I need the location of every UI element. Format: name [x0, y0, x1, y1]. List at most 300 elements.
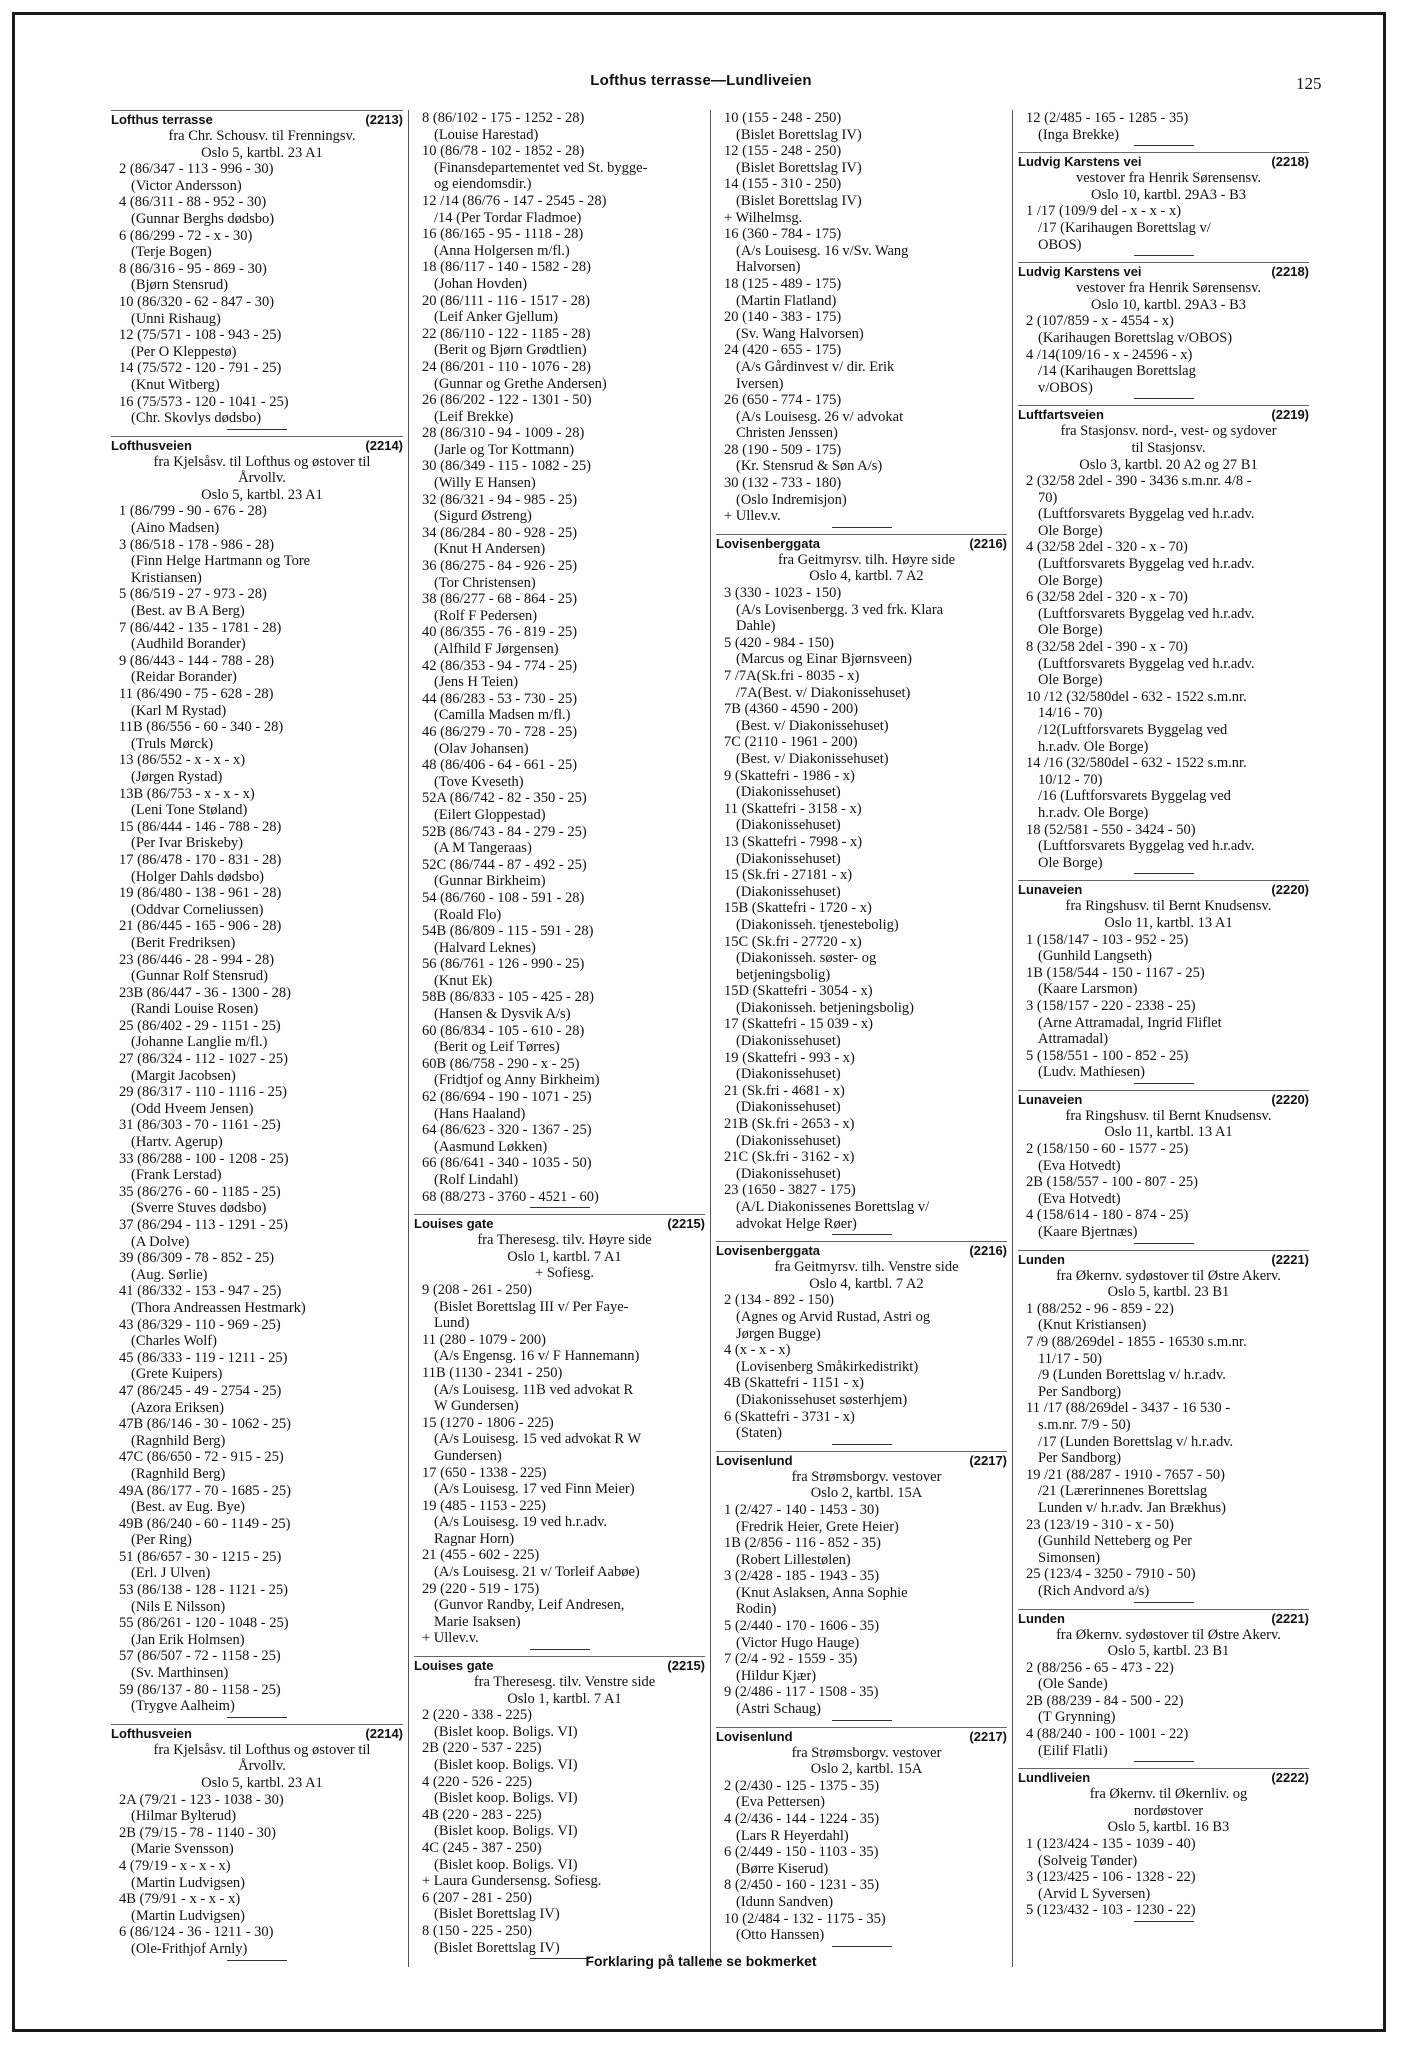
owner-line: (Truls Mørck)	[131, 735, 214, 752]
address-entry: 36 (86/275 - 84 - 926 - 25)	[422, 558, 578, 575]
section-divider	[1134, 1761, 1194, 1762]
owner-line: (Hildur Kjær)	[736, 1667, 817, 1684]
street-description: fra Chr. Schousv. til Frenningsv.	[168, 128, 356, 144]
address-entry: 21 (86/445 - 165 - 906 - 28)	[119, 918, 282, 935]
address-entry: 28 (86/310 - 94 - 1009 - 28)	[422, 425, 585, 442]
street-description: Oslo 10, kartbl. 29A3 - B3	[1090, 296, 1247, 313]
street-description: fra Geitmyrsv. tilh. Høyre side	[777, 551, 956, 568]
street-section	[1018, 1609, 1309, 1763]
owner-line: Jørgen Bugge)	[736, 1325, 821, 1342]
owner-line: (Finansdepartementet ved St. bygge-	[434, 159, 648, 176]
address-entry: 7 (2/4 - 92 - 1559 - 35)	[724, 1651, 858, 1668]
directory-columns	[106, 110, 1314, 1957]
street-description: til Stasjonsv.	[1131, 439, 1206, 456]
owner-line: (Holger Dahls dødsbo)	[131, 868, 264, 885]
owner-line: (Fridtjof og Anny Birkheim)	[434, 1072, 600, 1089]
owner-line: (Staten)	[736, 1425, 782, 1442]
address-entry: 4 (32/58 2del - 320 - x - 70)	[1026, 539, 1188, 556]
street-description: fra Økernv. sydøstover til Østre Akerv.	[1056, 1267, 1281, 1284]
street-description: Oslo 5, kartbl. 23 A1	[201, 486, 323, 503]
street-name: Louises gate	[414, 1216, 494, 1232]
address-entry: 7 /7A(Sk.fri - 8035 - x)	[724, 668, 860, 684]
street-description: Oslo 2, kartbl. 15A	[810, 1485, 923, 1502]
owner-line: (Knut H Andersen)	[434, 541, 546, 558]
address-entry: 43 (86/329 - 110 - 969 - 25)	[119, 1316, 281, 1333]
address-entry: 14 (155 - 310 - 250)	[724, 176, 842, 193]
address-entry: 1 (2/427 - 140 - 1453 - 30)	[724, 1501, 880, 1518]
owner-line: (A M Tangeraas)	[434, 840, 532, 857]
owner-line: (Best. av B A Berg)	[131, 603, 245, 620]
address-entry: 64 (86/623 - 320 - 1367 - 25)	[422, 1122, 592, 1139]
address-entry: 23 (123/19 - 310 - x - 50)	[1026, 1516, 1174, 1533]
address-entry: 15C (Sk.fri - 27720 - x)	[724, 933, 862, 950]
address-entry: 5 (86/519 - 27 - 973 - 28)	[119, 586, 267, 603]
owner-line: (Bislet Borettslag IV)	[736, 159, 862, 176]
address-entry: 2 (158/150 - 60 - 1577 - 25)	[1026, 1141, 1189, 1158]
owner-line: (Bislet Borettslag IV)	[736, 126, 862, 143]
column-3	[710, 110, 1012, 1967]
address-entry: 35 (86/276 - 60 - 1185 - 25)	[119, 1183, 281, 1200]
owner-line: Ole Borge)	[1038, 622, 1103, 639]
owner-line: (Gunnar og Grethe Andersen)	[434, 375, 607, 392]
owner-line: (Karl M Rystad)	[131, 702, 227, 719]
street-code: (2220)	[1271, 1091, 1309, 1107]
address-entry: 4C (245 - 387 - 250)	[422, 1839, 542, 1856]
address-entry: 4B (220 - 283 - 225)	[422, 1806, 542, 1823]
owner-line: (Rich Andvord a/s)	[1038, 1582, 1150, 1599]
owner-line: 70)	[1038, 489, 1058, 506]
owner-line: (Tove Kveseth)	[434, 773, 524, 790]
address-entry: 7B (4360 - 4590 - 200)	[724, 701, 859, 718]
street-heading	[1018, 1768, 1309, 1786]
address-entry: 8 (86/102 - 175 - 1252 - 28)	[422, 110, 585, 126]
owner-line: (Eva Hotvedt)	[1038, 1157, 1121, 1174]
owner-line: (Diakonisseh. søster- og	[736, 950, 877, 967]
owner-line: (Bislet Borettslag IV)	[434, 1906, 560, 1923]
section-divider	[832, 1720, 892, 1721]
owner-line: (Oslo Indremisjon)	[736, 491, 847, 508]
owner-line: (Bislet koop. Boligs. VI)	[434, 1790, 578, 1807]
address-entry: 17 (86/478 - 170 - 831 - 28)	[119, 851, 282, 868]
address-entry: 60B (86/758 - 290 - x - 25)	[422, 1055, 580, 1072]
owner-line: (Willy E Hansen)	[434, 475, 536, 492]
street-name: Lundliveien	[1018, 1770, 1091, 1786]
address-entry: 38 (86/277 - 68 - 864 - 25)	[422, 591, 578, 608]
street-code: (2221)	[1271, 1610, 1309, 1626]
owner-line: (A/s Louisesg. 15 ved advokat R W	[434, 1431, 642, 1448]
street-heading	[1018, 152, 1309, 170]
owner-line: Ole Borge)	[1038, 572, 1103, 589]
owner-line: Christen Jenssen)	[736, 425, 838, 442]
owner-line: (Leif Anker Gjellum)	[434, 309, 559, 326]
address-entry: 1 /17 (109/9 del - x - x - x)	[1026, 203, 1182, 220]
owner-line: (Ragnhild Berg)	[131, 1432, 226, 1449]
street-heading	[111, 436, 403, 454]
owner-line: (Diakonisseh. tjenestebolig)	[736, 916, 899, 933]
address-entry: 15 (86/444 - 146 - 788 - 28)	[119, 818, 282, 835]
address-entry: 27 (86/324 - 112 - 1027 - 25)	[119, 1051, 289, 1068]
address-entry: 62 (86/694 - 190 - 1071 - 25)	[422, 1089, 592, 1106]
owner-line: (Luftforsvarets Byggelag ved h.r.adv.	[1038, 556, 1255, 573]
address-entry: 1 (86/799 - 90 - 676 - 28)	[119, 503, 267, 520]
address-entry: 15 (1270 - 1806 - 225)	[422, 1414, 554, 1431]
owner-line: (Halvard Leknes)	[434, 939, 536, 956]
page-number: 125	[1296, 74, 1322, 93]
address-entry: 1B (158/544 - 150 - 1167 - 25)	[1026, 964, 1205, 981]
owner-line: Ole Borge)	[1038, 522, 1103, 539]
owner-line: (Marie Svensson)	[131, 1841, 234, 1858]
address-entry: 47B (86/146 - 30 - 1062 - 25)	[119, 1416, 291, 1433]
owner-line: (Eilert Gloppestad)	[434, 806, 546, 823]
owner-line: (A/s Louisesg. 11B ved advokat R	[434, 1381, 634, 1398]
street-heading	[716, 1451, 1007, 1469]
street-code: (2215)	[667, 1216, 705, 1232]
owner-line: (Diakonissehuset)	[736, 1165, 841, 1182]
address-entry: 5 (123/432 - 103 - 1230 - 22)	[1026, 1902, 1196, 1919]
address-entry: 24 (86/201 - 110 - 1076 - 28)	[422, 358, 592, 375]
street-description: fra Stasjonsv. nord-, vest- og sydover	[1060, 423, 1277, 440]
address-entry: 14 /16 (32/580del - 632 - 1522 s.m.nr.	[1026, 755, 1247, 772]
street-heading	[111, 110, 403, 128]
street-code: (2218)	[1271, 264, 1309, 280]
address-entry: 4 (158/614 - 180 - 874 - 25)	[1026, 1207, 1189, 1224]
owner-line: (Bislet Borettslag IV)	[434, 1939, 560, 1956]
owner-line: (Sigurd Østreng)	[434, 508, 532, 525]
street-code: (2219)	[1271, 407, 1309, 423]
address-entry: 6 (86/299 - 72 - x - 30)	[119, 227, 253, 244]
address-entry: 41 (86/332 - 153 - 947 - 25)	[119, 1283, 282, 1300]
owner-line: (Marcus og Einar Bjørnsveen)	[736, 651, 912, 668]
owner-line: Lunden v/ h.r.adv. Jan Brækhus)	[1038, 1499, 1226, 1516]
owner-line: (Johanne Langlie m/fl.)	[131, 1034, 268, 1051]
street-section	[1018, 1090, 1309, 1244]
owner-line: (Bislet koop. Boligs. VI)	[434, 1723, 578, 1740]
owner-line: (Solveig Tønder)	[1038, 1852, 1138, 1869]
owner-line: Ole Borge)	[1038, 854, 1103, 871]
street-description: Oslo 1, kartbl. 7 A1	[507, 1690, 622, 1707]
address-entry: 10 /12 (32/580del - 632 - 1522 s.m.nr.	[1026, 688, 1247, 705]
street-name: Ludvig Karstens vei	[1018, 264, 1142, 280]
address-entry: 47C (86/650 - 72 - 915 - 25)	[119, 1449, 284, 1466]
owner-line: (Audhild Borander)	[131, 636, 246, 653]
address-entry: 4B (Skattefri - 1151 - x)	[724, 1375, 865, 1392]
owner-line: (Trygve Aalheim)	[131, 1698, 235, 1715]
owner-line: /12(Luftforsvarets Byggelag ved	[1038, 722, 1228, 738]
address-entry: 19 (Skattefri - 993 - x)	[724, 1049, 855, 1066]
owner-line: (Aino Madsen)	[131, 520, 220, 537]
address-entry: 48 (86/406 - 64 - 661 - 25)	[422, 757, 578, 774]
owner-line: (Johan Hovden)	[434, 275, 528, 292]
owner-line: (Eva Pettersen)	[736, 1794, 825, 1811]
address-entry: 4 (x - x - x)	[724, 1342, 791, 1359]
address-entry: + Wilhelmsg.	[724, 209, 803, 226]
address-entry: 6 (Skattefri - 3731 - x)	[724, 1408, 855, 1425]
owner-line: (Knut Witberg)	[131, 376, 220, 393]
address-entry: 54B (86/809 - 115 - 591 - 28)	[422, 923, 594, 940]
address-entry: 30 (132 - 733 - 180)	[724, 475, 842, 492]
street-section	[414, 1656, 705, 1959]
address-entry: 5 (2/440 - 170 - 1606 - 35)	[724, 1618, 880, 1635]
owner-line: Lund)	[434, 1315, 470, 1332]
section-divider	[530, 1207, 590, 1208]
street-heading	[111, 1724, 403, 1742]
address-entry: 49B (86/240 - 60 - 1149 - 25)	[119, 1515, 291, 1532]
street-heading	[716, 1727, 1007, 1745]
address-entry: 25 (123/4 - 3250 - 7910 - 50)	[1026, 1566, 1196, 1583]
section-divider	[832, 527, 892, 528]
address-entry: 26 (650 - 774 - 175)	[724, 392, 842, 409]
address-entry: 3 (123/425 - 106 - 1328 - 22)	[1026, 1869, 1196, 1886]
owner-line: (Martin Ludvigsen)	[131, 1874, 245, 1891]
address-entry: 53 (86/138 - 128 - 1121 - 25)	[119, 1582, 289, 1599]
address-entry: 13 (86/552 - x - x - x)	[119, 752, 246, 769]
owner-line: Gundersen)	[434, 1447, 502, 1464]
address-entry: + Ullev.v.	[422, 1630, 479, 1647]
owner-line: Per Sandborg)	[1038, 1450, 1122, 1467]
address-entry: 31 (86/303 - 70 - 1161 - 25)	[119, 1117, 281, 1134]
owner-line: (Arne Attramadal, Ingrid Fliflet	[1038, 1014, 1222, 1031]
owner-line: (Inga Brekke)	[1038, 126, 1119, 143]
street-section	[111, 1724, 403, 1961]
owner-line: s.m.nr. 7/9 - 50)	[1038, 1416, 1131, 1433]
street-section	[716, 534, 1007, 1235]
owner-line: (Best. v/ Diakonissehuset)	[736, 750, 889, 767]
owner-line: (Martin Ludvigsen)	[131, 1907, 245, 1924]
address-entry: 39 (86/309 - 78 - 852 - 25)	[119, 1250, 275, 1267]
address-entry: 32 (86/321 - 94 - 985 - 25)	[422, 491, 578, 508]
owner-line: (A/L Diakonissenes Borettslag v/	[736, 1199, 930, 1215]
owner-line: (A/s Louisesg. 26 v/ advokat	[736, 408, 904, 425]
owner-line: (Per Ring)	[131, 1532, 192, 1549]
owner-line: (Diakonissehuset)	[736, 1099, 841, 1116]
section-divider	[227, 429, 287, 430]
section-divider	[1134, 873, 1194, 874]
owner-line: (A/s Engensg. 16 v/ F Hannemann)	[434, 1348, 640, 1365]
owner-line: (Gunnar Birkheim)	[434, 873, 546, 890]
section-divider	[832, 1444, 892, 1445]
street-code: (2217)	[969, 1728, 1007, 1744]
owner-line: (Randi Louise Rosen)	[131, 1001, 259, 1018]
address-entry: 9 (86/443 - 144 - 788 - 28)	[119, 652, 275, 669]
street-name: Lovisenlund	[716, 1728, 793, 1744]
owner-line: (Ole Sande)	[1038, 1676, 1108, 1693]
address-entry: 8 (150 - 225 - 250)	[422, 1922, 532, 1939]
address-entry: 68 (88/273 - 3760 - 4521 - 60)	[422, 1188, 599, 1205]
owner-line: (A/s Gårdinvest v/ dir. Erik	[736, 358, 895, 375]
street-name: Lovisenlund	[716, 1452, 793, 1468]
owner-line: (Leif Brekke)	[434, 408, 514, 425]
address-entry: 22 (86/110 - 122 - 1185 - 28)	[422, 325, 591, 342]
address-entry: 4 /14(109/16 - x - 24596 - x)	[1026, 346, 1193, 363]
street-name: Lunaveien	[1018, 1091, 1083, 1107]
owner-line: (Victor Andersson)	[131, 177, 242, 194]
owner-line: (Astri Schaug)	[736, 1701, 821, 1718]
owner-line: (A/s Lovisenbergg. 3 ved frk. Klara	[736, 601, 944, 618]
street-section	[716, 1241, 1007, 1445]
address-entry: 1B (2/856 - 116 - 852 - 35)	[724, 1535, 881, 1552]
owner-line: (Diakonissehuset søsterhjem)	[736, 1391, 908, 1408]
address-entry: 20 (140 - 383 - 175)	[724, 309, 842, 326]
address-entry: 2B (220 - 537 - 225)	[422, 1740, 542, 1757]
street-section	[1018, 1768, 1309, 1922]
owner-line: (Kaare Bjertnæs)	[1038, 1224, 1138, 1241]
address-entry: 37 (86/294 - 113 - 1291 - 25)	[119, 1217, 289, 1233]
owner-line: (Azora Eriksen)	[131, 1399, 224, 1416]
street-name: Lofthusveien	[111, 1725, 192, 1741]
street-code: (2216)	[969, 1243, 1007, 1259]
address-entry: 60 (86/834 - 105 - 610 - 28)	[422, 1022, 585, 1039]
owner-line: (Idunn Sandven)	[736, 1893, 834, 1910]
owner-line: Ragnar Horn)	[434, 1530, 515, 1547]
street-section	[1018, 110, 1309, 146]
owner-line: (Jørgen Rystad)	[131, 768, 223, 785]
street-heading	[1018, 1609, 1309, 1627]
address-entry: 2 (86/347 - 113 - 996 - 30)	[119, 161, 274, 178]
address-entry: 34 (86/284 - 80 - 928 - 25)	[422, 524, 578, 541]
address-entry: 2 (32/58 2del - 390 - 3436 s.m.nr. 4/8 -	[1026, 473, 1252, 490]
street-section	[111, 110, 403, 430]
owner-line: (Knut Aslaksen, Anna Sophie	[736, 1584, 908, 1601]
address-entry: 17 (Skattefri - 15 039 - x)	[724, 1016, 873, 1033]
owner-line: (Gunvor Randby, Leif Andresen,	[434, 1597, 625, 1614]
street-description: fra Ringshusv. til Bernt Knudsensv.	[1065, 898, 1272, 915]
owner-line: h.r.adv. Ole Borge)	[1038, 804, 1149, 821]
address-entry: 10 (86/320 - 62 - 847 - 30)	[119, 293, 275, 310]
owner-line: (Bjørn Stensrud)	[131, 277, 229, 294]
street-description: fra Ringshusv. til Bernt Knudsensv.	[1065, 1107, 1272, 1124]
address-entry: 20 (86/111 - 116 - 1517 - 28)	[422, 292, 590, 309]
owner-line: (Best. av Eug. Bye)	[131, 1499, 245, 1516]
owner-line: (Robert Lillestølen)	[736, 1551, 851, 1568]
owner-line: (Bislet Borettslag III v/ Per Faye-	[434, 1298, 629, 1315]
street-section	[1018, 262, 1309, 399]
address-entry: 2A (79/21 - 123 - 1038 - 30)	[119, 1791, 284, 1808]
address-entry: 4 (88/240 - 100 - 1001 - 22)	[1026, 1726, 1189, 1743]
address-entry: 16 (75/573 - 120 - 1041 - 25)	[119, 393, 289, 410]
address-entry: 33 (86/288 - 100 - 1208 - 25)	[119, 1150, 289, 1167]
address-entry: 45 (86/333 - 119 - 1211 - 25)	[119, 1349, 288, 1366]
owner-line: (Eilif Flatli)	[1038, 1742, 1108, 1759]
owner-line: (T Grynning)	[1038, 1709, 1116, 1726]
owner-line: /17 (Lunden Borettslag v/ h.r.adv.	[1038, 1433, 1234, 1450]
address-entry: 14 (75/572 - 120 - 791 - 25)	[119, 360, 282, 377]
owner-line: (Diakonissehuset)	[736, 1132, 841, 1149]
owner-line: (Per Ivar Briskeby)	[131, 835, 243, 852]
address-entry: 2B (88/239 - 84 - 500 - 22)	[1026, 1692, 1184, 1709]
street-description: vestover fra Henrik Sørensensv.	[1075, 170, 1262, 187]
address-entry: 23 (86/446 - 28 - 994 - 28)	[119, 951, 275, 968]
address-entry: 3 (86/518 - 178 - 986 - 28)	[119, 536, 275, 553]
address-entry: 11B (86/556 - 60 - 340 - 28)	[119, 719, 284, 736]
address-entry: 5 (420 - 984 - 150)	[724, 634, 834, 651]
owner-line: (Gunnar Berghs dødsbo)	[131, 210, 275, 227]
address-entry: 6 (2/449 - 150 - 1103 - 35)	[724, 1844, 879, 1861]
owner-line: (Diakonissehuset)	[736, 1066, 841, 1083]
address-entry: 40 (86/355 - 76 - 819 - 25)	[422, 624, 578, 641]
address-entry: 19 (86/480 - 138 - 961 - 28)	[119, 885, 282, 902]
owner-line: (Knut Ek)	[434, 972, 493, 989]
address-entry: 54 (86/760 - 108 - 591 - 28)	[422, 889, 585, 906]
street-description: fra Økernv. sydøstover til Østre Akerv.	[1056, 1626, 1281, 1643]
address-entry: 13 (Skattefri - 7998 - x)	[724, 833, 863, 850]
section-divider	[1134, 255, 1194, 256]
owner-line: /21 (Lærerinnenes Borettslag	[1038, 1483, 1208, 1500]
address-entry: 59 (86/137 - 80 - 1158 - 25)	[119, 1681, 281, 1698]
owner-line: (Gunhild Netteberg og Per	[1038, 1533, 1192, 1550]
street-code: (2222)	[1271, 1770, 1309, 1786]
owner-line: Kristiansen)	[131, 569, 202, 586]
owner-line: (Fredrik Heier, Grete Heier)	[736, 1518, 899, 1535]
section-divider	[1134, 1602, 1194, 1603]
owner-line: /16 (Luftforsvarets Byggelag ved	[1038, 788, 1231, 805]
address-entry: 15B (Skattefri - 1720 - x)	[724, 900, 872, 917]
street-description: fra Kjelsåsv. til Lofthus og østover til	[153, 1741, 371, 1758]
owner-line: (Bislet Borettslag IV)	[736, 192, 862, 209]
address-entry: 10 (155 - 248 - 250)	[724, 110, 842, 126]
owner-line: (Ragnhild Berg)	[131, 1465, 226, 1482]
street-description: Oslo 5, kartbl. 23 A1	[201, 1775, 323, 1791]
owner-line: (Ludv. Mathiesen)	[1038, 1064, 1145, 1081]
owner-line: (Diakonissehuset)	[736, 883, 841, 900]
address-entry: 12 (75/571 - 108 - 943 - 25)	[119, 327, 282, 344]
column-2	[408, 110, 710, 1967]
owner-line: (Sverre Stuves dødsbo)	[131, 1200, 267, 1217]
address-entry: 4 (2/436 - 144 - 1224 - 35)	[724, 1811, 880, 1827]
owner-line: (Jarle og Tor Kottmann)	[434, 441, 575, 458]
address-entry: 13B (86/753 - x - x - x)	[119, 785, 255, 802]
street-section	[414, 1214, 705, 1650]
owner-line: (Eva Hotvedt)	[1038, 1190, 1121, 1207]
address-entry: 11 (Skattefri - 3158 - x)	[724, 800, 862, 817]
address-entry: 12 /14 (86/76 - 147 - 2545 - 28)	[422, 192, 607, 209]
address-entry: 29 (220 - 519 - 175)	[422, 1580, 540, 1597]
street-description: Oslo 10, kartbl. 29A3 - B3	[1090, 186, 1247, 203]
owner-line: (Hilmar Bylterud)	[131, 1808, 237, 1825]
address-entry: 11 /17 (88/269del - 3437 - 16 530 -	[1026, 1400, 1231, 1417]
owner-line: (Otto Hanssen)	[736, 1927, 825, 1944]
owner-line: /7A(Best. v/ Diakonissehuset)	[736, 684, 911, 701]
owner-line: /17 (Karihaugen Borettslag v/	[1038, 219, 1211, 236]
owner-line: (Frank Lerstad)	[131, 1167, 222, 1184]
owner-line: (Roald Flo)	[434, 906, 502, 923]
address-entry: 16 (86/165 - 95 - 1118 - 28)	[422, 226, 584, 243]
owner-line: Iversen)	[736, 375, 784, 392]
owner-line: (Berit og Bjørn Grødtlien)	[434, 342, 587, 359]
address-entry: 44 (86/283 - 53 - 730 - 25)	[422, 690, 578, 707]
owner-line: (Camilla Madsen m/fl.)	[434, 707, 571, 724]
address-entry: 4 (79/19 - x - x - x)	[119, 1857, 231, 1874]
section-divider	[1134, 1083, 1194, 1084]
address-entry: 7C (2110 - 1961 - 200)	[724, 734, 858, 751]
address-entry: 23B (86/447 - 36 - 1300 - 28)	[119, 984, 291, 1001]
street-section	[1018, 152, 1309, 256]
address-entry: 55 (86/261 - 120 - 1048 - 25)	[119, 1615, 289, 1632]
street-section	[111, 436, 403, 1718]
street-name: Lunden	[1018, 1251, 1065, 1267]
address-entry: 3 (2/428 - 185 - 1943 - 35)	[724, 1568, 880, 1585]
address-entry: 51 (86/657 - 30 - 1215 - 25)	[119, 1548, 282, 1565]
owner-line: (Finn Helge Hartmann og Tore	[131, 553, 311, 570]
owner-line: (Gunnar Rolf Stensrud)	[131, 968, 268, 985]
address-entry: 6 (86/124 - 36 - 1211 - 30)	[119, 1924, 274, 1941]
owner-line: (Nils E Nilsson)	[131, 1598, 226, 1615]
address-entry: 9 (208 - 261 - 250)	[422, 1281, 532, 1298]
street-heading	[716, 534, 1007, 552]
owner-line: (Diakonissehuset)	[736, 1033, 841, 1050]
owner-line: (Berit og Leif Tørres)	[434, 1039, 560, 1056]
owner-line: (Martin Flatland)	[736, 292, 837, 309]
owner-line: (Luftforsvarets Byggelag ved h.r.adv.	[1038, 838, 1255, 855]
